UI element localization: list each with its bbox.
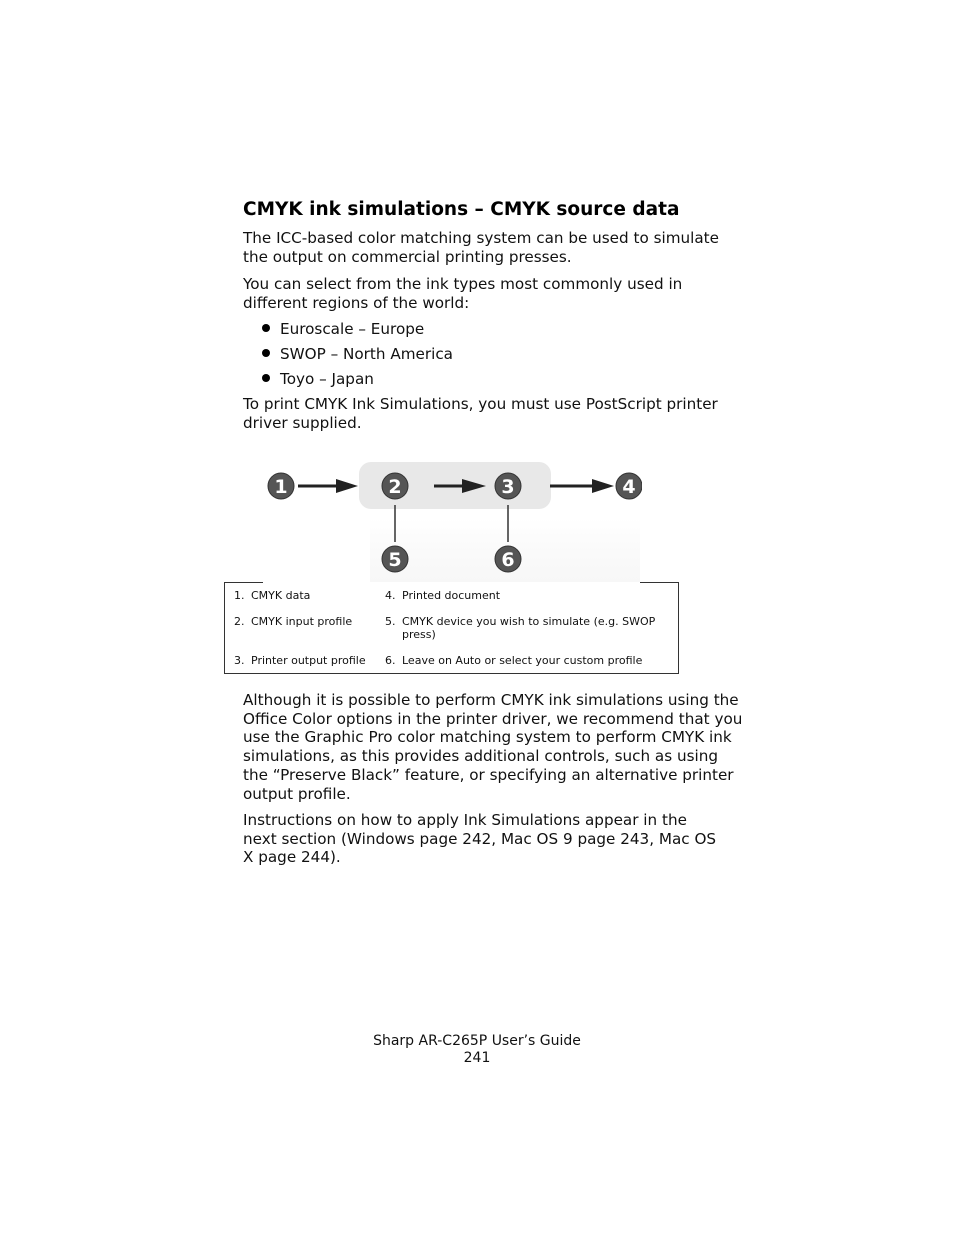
- badge-2: [382, 473, 408, 499]
- footer-guide-title: Sharp AR-C265P User’s Guide: [373, 1033, 581, 1049]
- arrow-head-icon: [336, 479, 358, 493]
- ink-types-paragraph: You can select from the ink types most commonly used in different regions of the world:: [243, 275, 683, 312]
- footer-page-number: 241: [463, 1050, 491, 1066]
- bullet-icon: [262, 324, 270, 332]
- legend-border: [224, 582, 263, 583]
- svg-text:4: 4: [622, 476, 636, 498]
- badge-1: [268, 473, 294, 499]
- ink-simulation-diagram: [262, 458, 642, 582]
- badge-6: [495, 546, 521, 572]
- arrow-head-icon: [592, 479, 614, 493]
- list-item: Euroscale – Europe: [262, 320, 453, 345]
- ink-types-list: [262, 320, 453, 395]
- svg-text:5: 5: [388, 549, 402, 571]
- bullet-icon: [262, 349, 270, 357]
- badge-5: [382, 546, 408, 572]
- svg-text:6: 6: [501, 549, 515, 571]
- badge-3: [495, 473, 521, 499]
- list-item: SWOP – North America: [262, 345, 453, 370]
- svg-text:2: 2: [388, 476, 402, 498]
- diagram-legend: 1. CMYK data 2. CMYK input profile 3. Printer output profile 4. Printed document 5. CMYK device you wish to simulate (e.g. SWOP press) 6. Leave on Auto or select your custom profile: [224, 582, 679, 674]
- legend-border: [640, 582, 679, 583]
- driver-paragraph: To print CMYK Ink Simulations, you must use PostScript printer driver supplied.: [243, 395, 718, 432]
- instructions-paragraph: Instructions on how to apply Ink Simulations appear in the next section (Windows page 242, Mac OS 9 page 243, Mac OS X page 244).: [243, 811, 717, 867]
- badge-4: [616, 473, 642, 499]
- list-item: Toyo – Japan: [262, 370, 453, 395]
- recommendation-paragraph: Although it is possible to perform CMYK ink simulations using the Office Color options in the printer driver, we recommend that you use the Graphic Pro color matching system to perform CMYK ink simulations, as this provides additional controls, such as using the “Preserve Black” feature, or specifying an alternative printer output profile.: [243, 691, 743, 803]
- intro-paragraph: The ICC-based color matching system can be used to simulate the output on commercial printing presses.: [243, 229, 719, 266]
- section-heading: CMYK ink simulations – CMYK source data: [243, 199, 680, 220]
- svg-text:1: 1: [274, 476, 288, 498]
- bullet-icon: [262, 374, 270, 382]
- svg-text:3: 3: [501, 476, 515, 498]
